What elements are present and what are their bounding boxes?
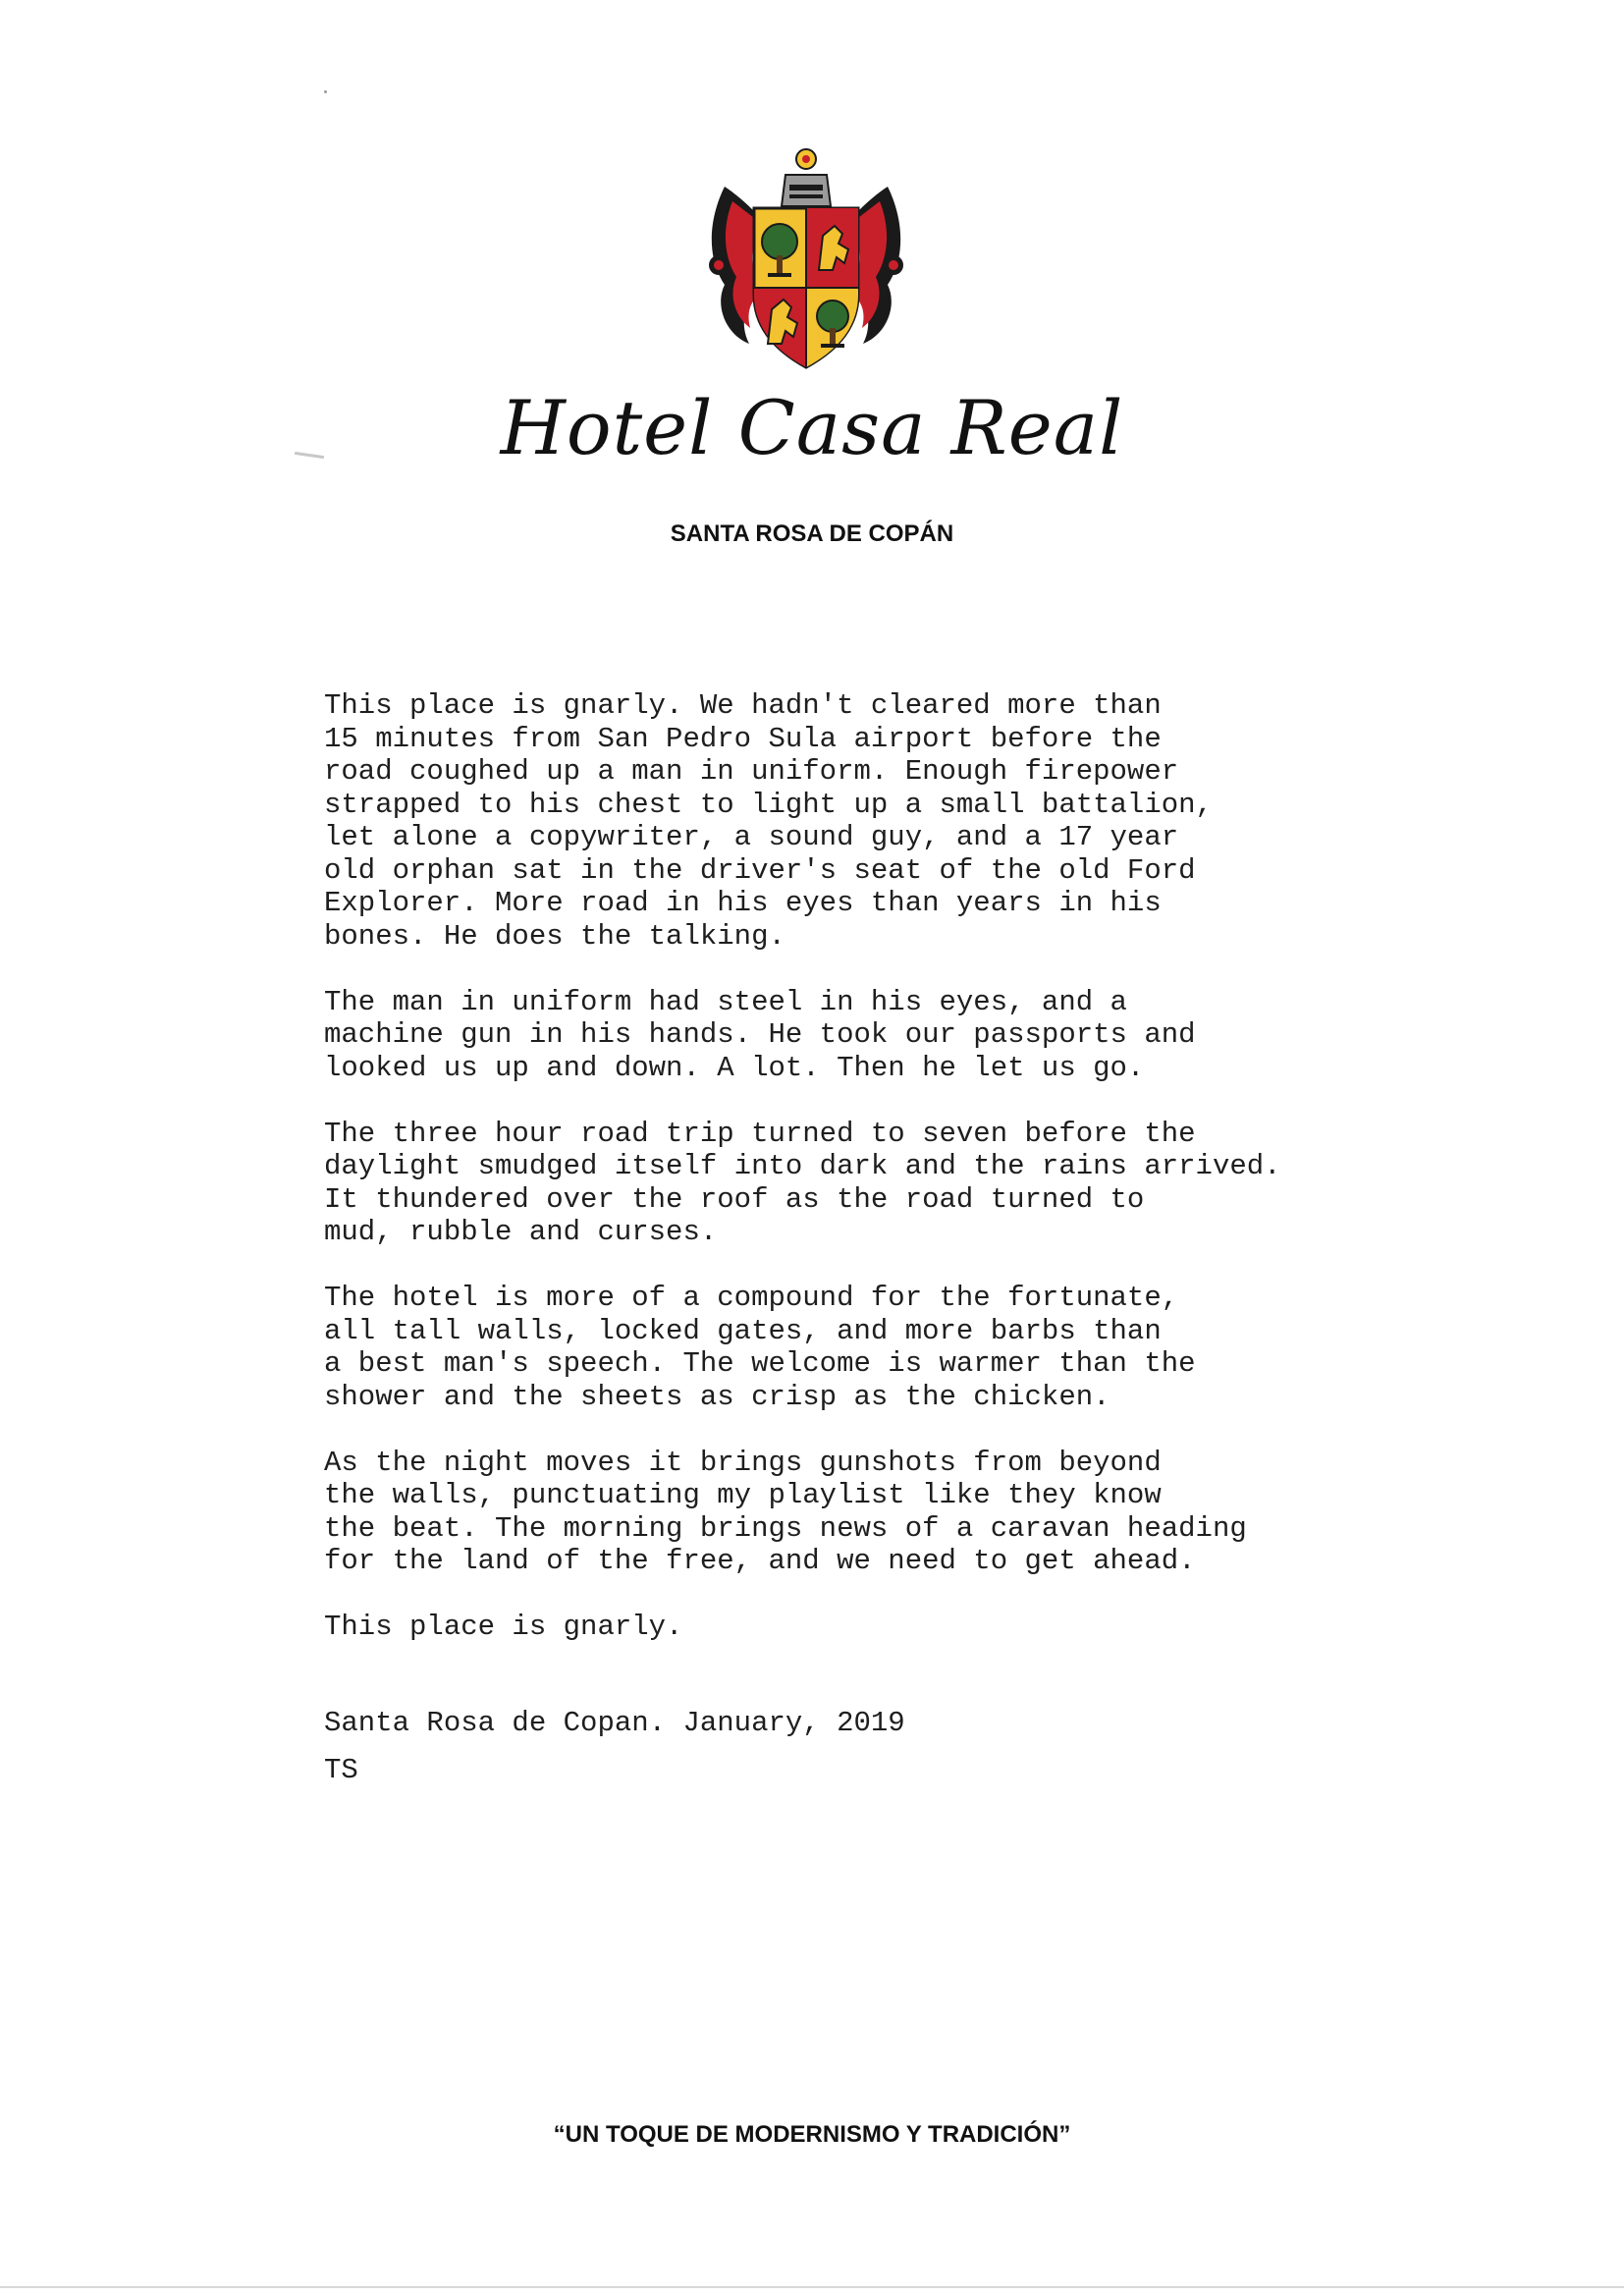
footer-motto: “UN TOQUE DE MODERNISMO Y TRADICIÓN” — [553, 2121, 1071, 2148]
coat-of-arms-icon — [705, 147, 907, 371]
paragraph: The man in uniform had steel in his eyes, and a machine gun in his hands. He took our passports and looked us up and down. A lot. Then he let us go. — [324, 985, 1196, 1084]
hotel-name: Hotel Casa Real — [500, 384, 1124, 471]
letter-body — [324, 689, 1404, 1676]
paragraph: This place is gnarly. — [324, 1611, 683, 1643]
paragraph: The three hour road trip turned to seven before the daylight smudged itself into dark and the rains arrived. It thundered over the roof as the road turned to mud, rubble and curses. — [324, 1117, 1281, 1248]
paragraph: The hotel is more of a compound for the fortunate, all tall walls, locked gates, and more barbs than a best man's speech. The welcome is warmer than the shower and the sheets as crisp as the chicken. — [324, 1282, 1196, 1413]
signoff-place-date: Santa Rosa de Copan. January, 2019 — [324, 1707, 905, 1739]
hotel-city: SANTA ROSA DE COPÁN — [670, 520, 954, 547]
paragraph: This place is gnarly. We hadn't cleared more than 15 minutes from San Pedro Sula airport before the road coughed up a man in uniform. Enough firepower strapped to his chest to light up a small battalion, let alone a copywriter, a sound guy, and a 17 year old orphan sat in the driver's seat of the old Ford Explorer. More road in his eyes than years in his bones. He does the talking. — [324, 689, 1213, 953]
page-edge — [0, 2286, 1624, 2288]
paper-speck — [324, 90, 327, 93]
paragraph: As the night moves it brings gunshots from beyond the walls, punctuating my playlist like they know the beat. The morning brings news of a caravan heading for the land of the free, and we need to get ahead. — [324, 1446, 1247, 1577]
signoff-initials: TS — [324, 1754, 358, 1786]
